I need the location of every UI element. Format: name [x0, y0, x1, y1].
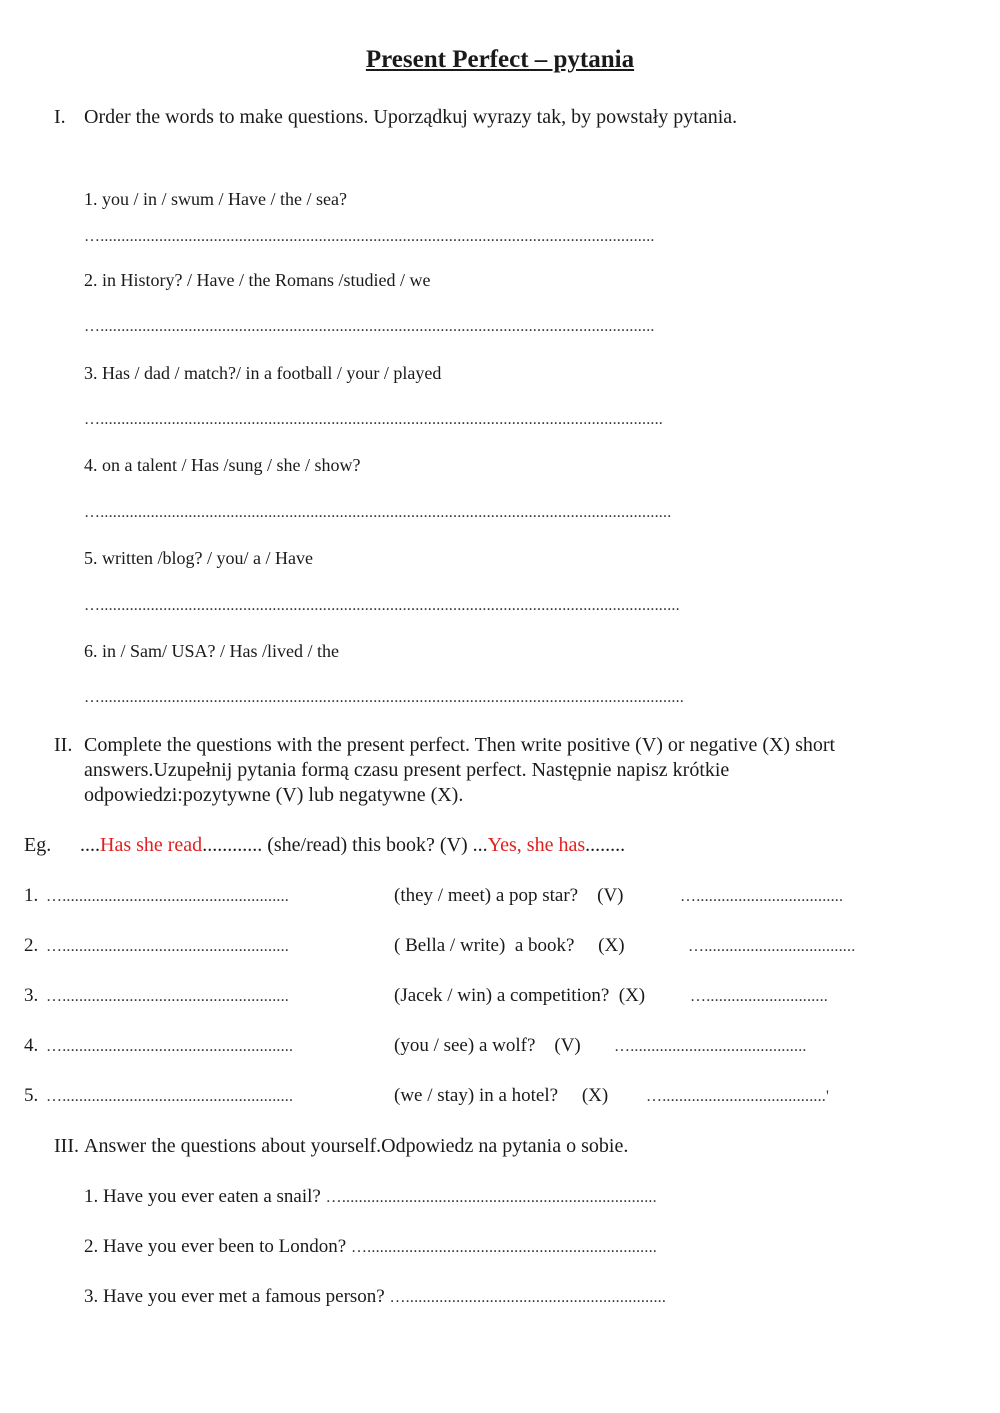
s1-item-6-answer-line[interactable]: …...........................................................................................................................................: [84, 689, 684, 706]
section-2-numeral: II.: [54, 734, 73, 756]
section-2-instruction-line-1: Complete the questions with the present perfect. Then write positive (V) or negative (X) short: [84, 734, 836, 756]
s3-item-2-prompt: 2. Have you ever been to London?: [84, 1236, 347, 1257]
s2-item-3-short-answer[interactable]: ….............................: [690, 988, 828, 1005]
s1-item-1-answer-line[interactable]: …....................................................................................................................................: [84, 228, 655, 245]
section-3-heading: [54, 1135, 628, 1158]
s2-item-4-prompt: (you / see) a wolf? (V): [394, 1035, 581, 1056]
s2-item-1-number: 1.: [24, 885, 39, 906]
s2-item-5-short-answer[interactable]: ….......................................': [646, 1088, 830, 1105]
section-1-heading: [54, 106, 737, 129]
section-3-numeral: III.: [54, 1135, 79, 1157]
s1-item-2-prompt: 2. in History? / Have / the Romans /studied / we: [84, 270, 431, 290]
s2-item-1-prompt: (they / meet) a pop star? (V): [394, 885, 624, 906]
section-2-instruction-line-2: answers.Uzupełnij pytania formą czasu present perfect. Następnie napisz krótkie: [84, 759, 730, 781]
s2-item-3-blank[interactable]: …......................................................: [46, 988, 289, 1005]
s3-item-2: [84, 1236, 657, 1258]
s2-item-5-number: 5.: [24, 1085, 39, 1106]
s1-item-3-prompt: 3. Has / dad / match?/ in a football / your / played: [84, 363, 442, 383]
page-title: Present Perfect – pytania: [365, 46, 635, 73]
s2-item-1-short-answer[interactable]: …...................................: [680, 888, 844, 905]
s1-item-1-prompt: 1. you / in / swum / Have / the / sea?: [84, 189, 347, 209]
s2-item-2-number: 2.: [24, 935, 39, 956]
s2-item-2-short-answer[interactable]: …....................................: [688, 938, 856, 955]
example-post-dots: ........: [585, 834, 626, 856]
s1-item-4-answer-line[interactable]: …........................................................................................................................................: [84, 504, 672, 521]
s1-item-3-answer-line[interactable]: …......................................................................................................................................: [84, 411, 663, 428]
s2-item-5-blank[interactable]: ….......................................................: [46, 1088, 294, 1105]
s1-item-2-answer-line[interactable]: …....................................................................................................................................: [84, 318, 655, 335]
example-pre-dots: ....: [80, 834, 100, 856]
s2-item-3-prompt: (Jacek / win) a competition? (X): [394, 985, 646, 1006]
example-row: [24, 834, 625, 857]
section-1-numeral: I.: [54, 106, 66, 128]
s3-item-1: [84, 1186, 657, 1208]
example-answer: Has she read: [100, 834, 203, 856]
example-prompt: ............ (she/read) this book? (V) ...: [202, 834, 488, 856]
s1-item-5-prompt: 5. written /blog? / you/ a / Have: [84, 548, 313, 568]
example-short-answer: Yes, she has: [487, 834, 586, 856]
s1-item-4-prompt: 4. on a talent / Has /sung / she / show?: [84, 455, 361, 475]
s2-item-4-short-answer[interactable]: …..........................................: [614, 1038, 807, 1055]
section-1-instruction: Order the words to make questions. Uporządkuj wyrazy tak, by powstały pytania.: [84, 106, 738, 128]
s1-item-6-prompt: 6. in / Sam/ USA? / Has /lived / the: [84, 641, 339, 661]
s2-item-4-blank[interactable]: ….......................................................: [46, 1038, 294, 1055]
s1-item-5-answer-line[interactable]: …..........................................................................................................................................: [84, 597, 680, 614]
s3-item-1-answer-line[interactable]: …...........................................................................: [325, 1189, 657, 1206]
s3-item-1-prompt: 1. Have you ever eaten a snail?: [84, 1186, 321, 1207]
s3-item-3-answer-line[interactable]: …..............................................................: [389, 1289, 667, 1306]
s2-item-1-blank[interactable]: …......................................................: [46, 888, 289, 905]
s2-item-4-number: 4.: [24, 1035, 39, 1056]
example-label: Eg.: [24, 834, 52, 856]
s2-item-2-blank[interactable]: …......................................................: [46, 938, 289, 955]
s3-item-3: [84, 1286, 666, 1308]
section-3-instruction: Answer the questions about yourself.Odpowiedz na pytania o sobie.: [84, 1135, 629, 1157]
s3-item-2-answer-line[interactable]: ….....................................................................: [350, 1239, 657, 1256]
s2-item-5-prompt: (we / stay) in a hotel? (X): [394, 1085, 609, 1106]
s2-item-3-number: 3.: [24, 985, 39, 1006]
s3-item-3-prompt: 3. Have you ever met a famous person?: [84, 1286, 385, 1307]
s2-item-2-prompt: ( Bella / write) a book? (X): [394, 935, 625, 956]
section-2-instruction-line-3: odpowiedzi:pozytywne (V) lub negatywne (X).: [84, 784, 464, 806]
